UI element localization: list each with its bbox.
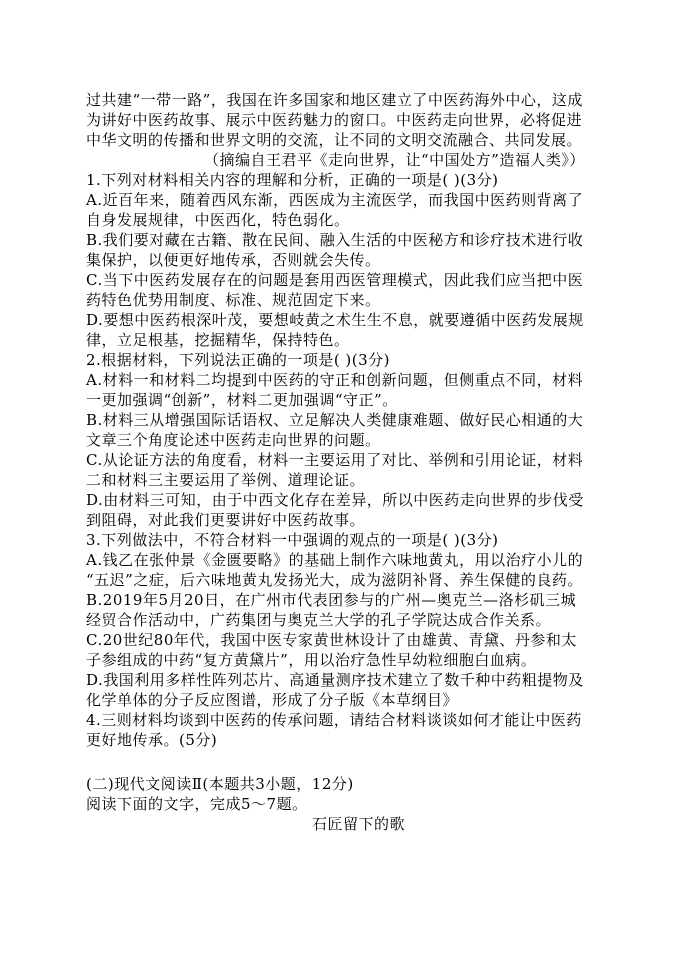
question-2-option-d: D.由材料三可知，由于中西文化存在差异，所以中医药走向世界的步伐受 bbox=[86, 491, 584, 509]
paragraph-line: 过共建“一带一路”，我国在许多国家和地区建立了中医药海外中心，这成 bbox=[86, 91, 583, 109]
section-instruction: 阅读下面的文字，完成5～7题。 bbox=[86, 795, 308, 813]
question-3-option-a: A.钱乙在张仲景《金匮要略》的基础上制作六味地黄丸，用以治疗小儿的 bbox=[86, 551, 584, 569]
question-4-stem-cont: 更好地传承。(5分) bbox=[86, 731, 218, 749]
section-gap bbox=[86, 750, 606, 774]
paragraph-line: 中华文明的传播和世界文明的交流，让不同的文明交流融合、共同发展。 bbox=[86, 131, 583, 149]
paragraph-line: 为讲好中医药故事、展示中医药魅力的窗口。中医药走向世界，必将促进 bbox=[86, 111, 583, 129]
document-content bbox=[86, 90, 606, 834]
question-2-stem: 2.根据材料，下列说法正确的一项是( )(3分) bbox=[86, 351, 391, 369]
question-2-option-b: B.材料三从增强国际话语权、立足解决人类健康难题、做好民心相通的大 bbox=[86, 411, 584, 429]
question-1-option-c: C.当下中医药发展存在的问题是套用西医管理模式，因此我们应当把中医 bbox=[86, 271, 584, 289]
question-1-stem: 1.下列对材料相关内容的理解和分析，正确的一项是( )(3分) bbox=[86, 171, 499, 189]
question-4-stem: 4.三则材料均谈到中医药的传承问题，请结合材料谈谈如何才能让中医药 bbox=[86, 711, 582, 729]
question-2-option-a: A.材料一和材料二均提到中医药的守正和创新问题，但侧重点不同，材料 bbox=[86, 371, 584, 389]
source-citation: （摘编自王君平《走向世界，让“中国处方”造福人类》） bbox=[204, 151, 585, 169]
story-title: 石匠留下的歌 bbox=[312, 815, 406, 833]
question-3-option-d: D.我国利用多样性阵列芯片、高通量测序技术建立了数千种中药粗提物及 bbox=[86, 671, 584, 689]
question-2-option-d-cont: 到阻碍，对此我们更要讲好中医药故事。 bbox=[86, 511, 366, 529]
question-2-option-b-cont: 文章三个角度论述中医药走向世界的问题。 bbox=[86, 431, 381, 449]
question-2-option-c-cont: 二和材料三主要运用了举例、道理论证。 bbox=[86, 471, 366, 489]
question-3-option-c-cont: 子参组成的中药“复方黄黛片”，用以治疗急性早幼粒细胞白血病。 bbox=[86, 651, 537, 669]
question-1-option-b-cont: 集保护，以便更好地传承，否则就会失传。 bbox=[86, 251, 381, 269]
question-3-option-a-cont: “五迟”之症，后六味地黄丸发扬光大，成为滋阴补肾、养生保健的良药。 bbox=[86, 571, 583, 589]
question-2-option-a-cont: 一更加强调“创新”，材料二更加强调“守正”。 bbox=[86, 391, 398, 409]
question-3-option-b: B.2019年5月20日，在广州市代表团参与的广州—奥克兰—洛杉矶三城 bbox=[86, 591, 577, 609]
question-3-option-c: C.20世纪80年代，我国中医专家黄世林设计了由雄黄、青黛、丹参和太 bbox=[86, 631, 577, 649]
question-1-option-d: D.要想中医药根深叶茂，要想岐黄之术生生不息，就要遵循中医药发展规 bbox=[86, 311, 584, 329]
question-1-option-d-cont: 律，立足根基，挖掘精华，保持特色。 bbox=[86, 331, 350, 349]
question-3-stem: 3.下列做法中，不符合材料一中强调的观点的一项是( )(3分) bbox=[86, 531, 499, 549]
question-3-option-b-cont: 经贸合作活动中，广药集团与奥克兰大学的孔子学院达成合作关系。 bbox=[86, 611, 552, 629]
question-1-option-c-cont: 药特色优势用制度、标准、规范固定下来。 bbox=[86, 291, 381, 309]
section-heading: (二)现代文阅读Ⅱ(本题共3小题，12分) bbox=[86, 775, 354, 793]
question-1-option-b: B.我们要对藏在古籍、散在民间、融入生活的中医秘方和诊疗技术进行收 bbox=[86, 231, 584, 249]
question-1-option-a: A.近百年来，随着西风东渐，西医成为主流医学，而我国中医药则背离了 bbox=[86, 191, 584, 209]
question-1-option-a-cont: 自身发展规律，中医西化，特色弱化。 bbox=[86, 211, 350, 229]
question-2-option-c: C.从论证方法的角度看，材料一主要运用了对比、举例和引用论证，材料 bbox=[86, 451, 584, 469]
question-3-option-d-cont: 化学单体的分子反应图谱，形成了分子版《本草纲目》 bbox=[86, 691, 459, 709]
